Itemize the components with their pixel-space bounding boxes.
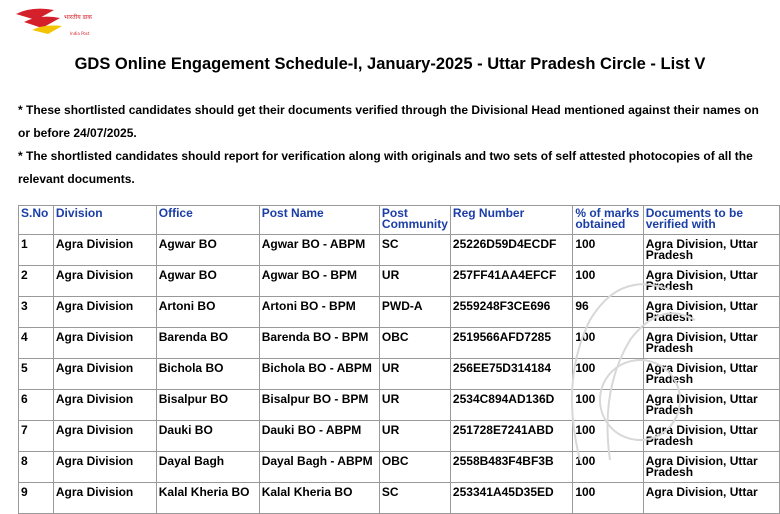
cell-reg-number: 251728E7241ABD (450, 421, 572, 452)
cell-sno: 4 (19, 328, 54, 359)
cell-documents: Agra Division, Uttar Pradesh (643, 297, 779, 328)
cell-post-name: Agwar BO - BPM (259, 266, 379, 297)
cell-marks: 100 (573, 483, 643, 514)
cell-reg-number: 2519566AFD7285 (450, 328, 572, 359)
note-verification: * These shortlisted candidates should get their documents verified through the Divisional Head mentioned against their names on or before 24/07/2025. (18, 103, 759, 140)
header-marks: % of marks obtained (573, 206, 643, 235)
table-row (19, 452, 780, 483)
table-row (19, 266, 780, 297)
header-documents: Documents to be verified with (643, 206, 779, 235)
cell-post-community: SC (379, 235, 450, 266)
table-row (19, 328, 780, 359)
cell-post-community: UR (379, 421, 450, 452)
cell-office: Dauki BO (156, 421, 259, 452)
cell-office: Barenda BO (156, 328, 259, 359)
cell-office: Bichola BO (156, 359, 259, 390)
cell-division: Agra Division (53, 452, 156, 483)
cell-office: Bisalpur BO (156, 390, 259, 421)
table-row (19, 421, 780, 452)
cell-division: Agra Division (53, 328, 156, 359)
cell-sno: 8 (19, 452, 54, 483)
cell-marks: 100 (573, 421, 643, 452)
cell-reg-number: 2534C894AD136D (450, 390, 572, 421)
cell-post-name: Agwar BO - ABPM (259, 235, 379, 266)
cell-reg-number: 253341A45D35ED (450, 483, 572, 514)
cell-office: Agwar BO (156, 266, 259, 297)
cell-division: Agra Division (53, 483, 156, 514)
cell-marks: 100 (573, 235, 643, 266)
cell-post-name: Kalal Kheria BO (259, 483, 379, 514)
cell-division: Agra Division (53, 297, 156, 328)
cell-post-community: SC (379, 483, 450, 514)
cell-division: Agra Division (53, 421, 156, 452)
cell-office: Kalal Kheria BO (156, 483, 259, 514)
cell-documents: Agra Division, Uttar Pradesh (643, 328, 779, 359)
india-post-logo (14, 4, 92, 38)
cell-documents: Agra Division, Uttar Pradesh (643, 390, 779, 421)
cell-post-community: UR (379, 359, 450, 390)
cell-sno: 6 (19, 390, 54, 421)
header-division: Division (53, 206, 156, 235)
table-row (19, 235, 780, 266)
header-post-community: Post Community (379, 206, 450, 235)
cell-sno: 7 (19, 421, 54, 452)
cell-reg-number: 257FF41AA4EFCF (450, 266, 572, 297)
header-reg-number: Reg Number (450, 206, 572, 235)
cell-post-name: Barenda BO - BPM (259, 328, 379, 359)
cell-reg-number: 25226D59D4ECDF (450, 235, 572, 266)
cell-documents: Agra Division, Uttar Pradesh (643, 235, 779, 266)
table-row (19, 390, 780, 421)
cell-post-name: Bichola BO - ABPM (259, 359, 379, 390)
cell-marks: 100 (573, 359, 643, 390)
cell-sno: 5 (19, 359, 54, 390)
cell-post-community: UR (379, 266, 450, 297)
svg-text:India Post: India Post (70, 31, 90, 36)
cell-marks: 96 (573, 297, 643, 328)
svg-text:भारतीय डाक: भारतीय डाक (64, 14, 92, 21)
cell-post-community: OBC (379, 328, 450, 359)
table-header-row (19, 206, 780, 235)
cell-documents: Agra Division, Uttar Pradesh (643, 452, 779, 483)
cell-documents: Agra Division, Uttar (643, 483, 779, 514)
cell-division: Agra Division (53, 359, 156, 390)
table-row (19, 359, 780, 390)
cell-office: Dayal Bagh (156, 452, 259, 483)
cell-marks: 100 (573, 266, 643, 297)
cell-post-name: Dauki BO - ABPM (259, 421, 379, 452)
cell-post-community: UR (379, 390, 450, 421)
cell-division: Agra Division (53, 266, 156, 297)
candidates-table (18, 205, 780, 514)
cell-post-community: PWD-A (379, 297, 450, 328)
cell-post-name: Dayal Bagh - ABPM (259, 452, 379, 483)
cell-marks: 100 (573, 390, 643, 421)
cell-documents: Agra Division, Uttar Pradesh (643, 359, 779, 390)
cell-marks: 100 (573, 452, 643, 483)
cell-sno: 9 (19, 483, 54, 514)
page-title: GDS Online Engagement Schedule-I, January-2025 - Uttar Pradesh Circle - List V (74, 55, 706, 73)
cell-sno: 2 (19, 266, 54, 297)
header-sno: S.No (19, 206, 54, 235)
cell-post-name: Bisalpur BO - BPM (259, 390, 379, 421)
cell-reg-number: 256EE75D314184 (450, 359, 572, 390)
cell-sno: 1 (19, 235, 54, 266)
cell-marks: 100 (573, 328, 643, 359)
cell-post-name: Artoni BO - BPM (259, 297, 379, 328)
cell-division: Agra Division (53, 235, 156, 266)
cell-sno: 3 (19, 297, 54, 328)
cell-post-community: OBC (379, 452, 450, 483)
note-originals: * The shortlisted candidates should report for verification along with originals and two sets of self attested photocopies of all the relevant documents. (18, 149, 753, 186)
cell-division: Agra Division (53, 390, 156, 421)
cell-documents: Agra Division, Uttar Pradesh (643, 421, 779, 452)
header-office: Office (156, 206, 259, 235)
header-post-name: Post Name (259, 206, 379, 235)
table-row (19, 483, 780, 514)
cell-office: Agwar BO (156, 235, 259, 266)
cell-documents: Agra Division, Uttar Pradesh (643, 266, 779, 297)
table-row (19, 297, 780, 328)
cell-office: Artoni BO (156, 297, 259, 328)
cell-reg-number: 2558B483F4BF3B (450, 452, 572, 483)
cell-reg-number: 2559248F3CE696 (450, 297, 572, 328)
